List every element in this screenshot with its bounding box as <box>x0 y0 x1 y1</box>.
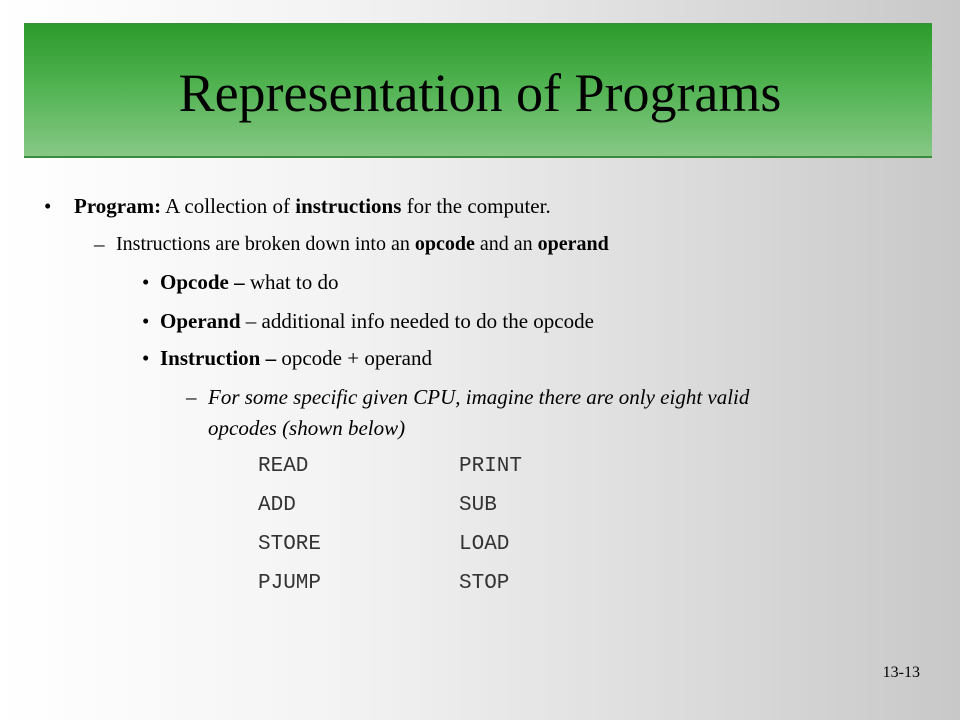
opcode-cell: PJUMP <box>258 572 322 595</box>
cpu-note-line2: opcodes (shown below) <box>208 416 406 440</box>
term-instruction: Instruction – <box>160 346 277 370</box>
opcode-cell: LOAD <box>459 533 510 556</box>
bullet-marker: • <box>44 194 52 218</box>
term-program: Program: <box>74 194 162 218</box>
term-opcode: Opcode – <box>160 270 245 294</box>
term-operand: Operand <box>160 309 241 333</box>
text: A collection of <box>161 194 296 218</box>
term-opcode: opcode <box>414 233 475 255</box>
text: for the computer. <box>401 194 551 218</box>
text: opcode + operand <box>276 346 432 370</box>
bullet-marker: • <box>142 346 150 370</box>
text: what to do <box>244 270 339 294</box>
text: Instructions are broken down into an <box>116 233 415 255</box>
bullet-opcode <box>160 269 339 295</box>
cpu-note-line1: For some specific given CPU, imagine there are only eight valid <box>208 385 750 409</box>
bullet-instructions-broken <box>116 231 609 257</box>
opcode-cell: SUB <box>459 494 497 517</box>
text: and an <box>474 233 538 255</box>
opcode-cell: ADD <box>258 494 296 517</box>
bullet-marker: • <box>142 270 150 294</box>
bullet-marker: • <box>142 309 150 333</box>
opcode-cell: STOP <box>459 572 510 595</box>
term-instructions: instructions <box>295 194 402 218</box>
text: – additional info needed to do the opcode <box>240 309 594 333</box>
page-number: 13-13 <box>882 664 920 681</box>
dash-marker: – <box>94 232 105 256</box>
dash-marker: – <box>186 385 197 409</box>
slide-title: Representation of Programs <box>178 63 782 123</box>
opcode-cell: STORE <box>258 533 322 556</box>
term-operand: operand <box>537 233 609 255</box>
opcode-cell: PRINT <box>459 455 523 478</box>
bullet-operand <box>160 308 594 334</box>
bullet-program <box>74 193 551 219</box>
bullet-instruction <box>160 345 432 371</box>
opcode-cell: READ <box>258 455 309 478</box>
